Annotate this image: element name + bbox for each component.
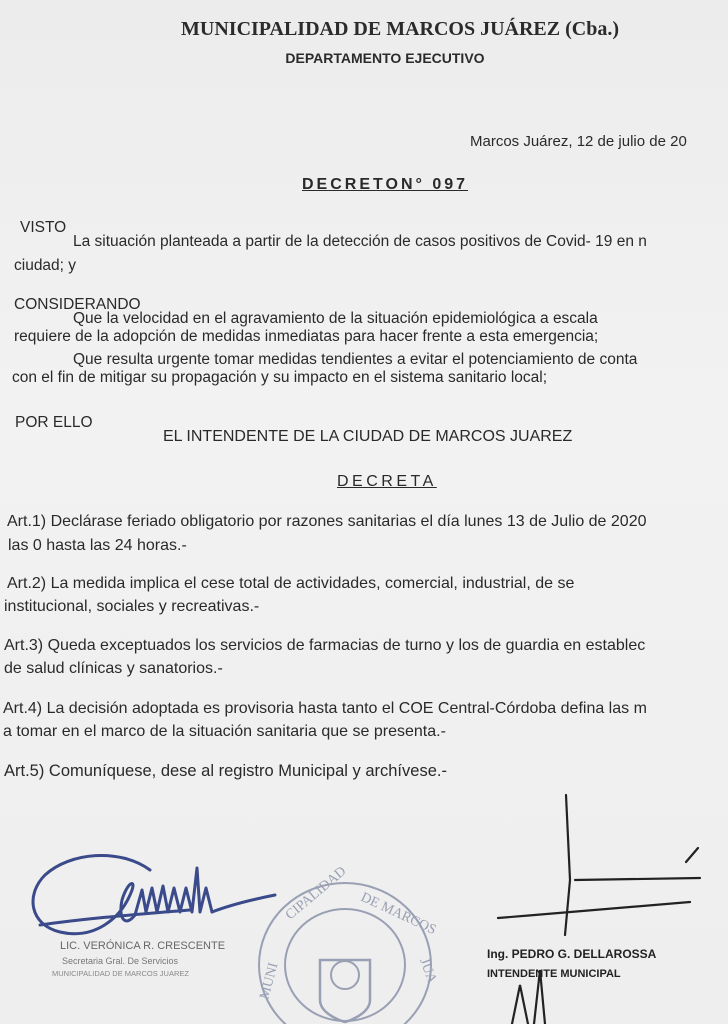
- left-signatory-role: Secretaria Gral. De Servicios: [62, 956, 179, 966]
- considerando-line-3: Que resulta urgente tomar medidas tendientes a evitar el potenciamiento de conta: [73, 351, 638, 368]
- department-header: DEPARTAMENTO EJECUTIVO: [285, 50, 485, 66]
- svg-text:MUNI: MUNI: [257, 961, 282, 1002]
- municipality-header: MUNICIPALIDAD DE MARCOS JUÁREZ (Cba.): [181, 18, 619, 40]
- considerando-line-4: con el fin de mitigar su propagación y su impacto en el sistema sanitario local;: [12, 369, 548, 386]
- right-signatory-name: Ing. PEDRO G. DELLAROSSA: [487, 947, 657, 961]
- considerando-line-1: Que la velocidad en el agravamiento de la situación epidemiológica a escala: [73, 310, 598, 327]
- place-date: Marcos Juárez, 12 de julio de 20: [470, 133, 687, 150]
- right-signature-icon: [498, 795, 700, 1024]
- por-ello: POR ELLO: [15, 414, 93, 431]
- article-1-line-2: las 0 hasta las 24 horas.-: [8, 537, 187, 554]
- decree-title: DECRETON° 097: [302, 176, 469, 193]
- article-2-line-1: Art.2) La medida implica el cese total de actividades, comercial, industrial, de se: [7, 575, 575, 592]
- municipal-stamp-icon: [259, 883, 431, 1024]
- left-signatory-name: LIC. VERÓNICA R. CRESCENTE: [60, 940, 226, 952]
- article-4-line-1: Art.4) La decisión adoptada es provisoria hasta tanto el COE Central-Córdoba defina las m: [3, 700, 647, 717]
- left-signatory-org: MUNICIPALIDAD DE MARCOS JUAREZ: [52, 969, 189, 978]
- svg-text:JUA: JUA: [416, 956, 440, 986]
- considerando-line-2: requiere de la adopción de medidas inmediatas para hacer frente a esta emergencia;: [14, 328, 599, 345]
- article-2-line-2: institucional, sociales y recreativas.-: [4, 598, 260, 615]
- article-5: Art.5) Comuníquese, dese al registro Municipal y archívese.-: [4, 762, 447, 780]
- svg-text:CIPALIDAD: CIPALIDAD: [282, 863, 350, 924]
- left-signature-icon: [33, 855, 275, 933]
- article-3-line-1: Art.3) Queda exceptuados los servicios de farmacias de turno y los de guardia en establec: [4, 637, 646, 654]
- right-signatory-role: INTENDENTE MUNICIPAL: [487, 968, 621, 980]
- article-4-line-2: a tomar en el marco de la situación sanitaria que se presenta.-: [3, 723, 446, 740]
- visto-line-2: ciudad; y: [14, 257, 77, 274]
- visto-line-1: La situación planteada a partir de la detección de casos positivos de Covid- 19 en n: [73, 233, 647, 250]
- intendente-heading: EL INTENDENTE DE LA CIUDAD DE MARCOS JUAREZ: [163, 428, 573, 445]
- stamp-letters: [257, 864, 439, 1001]
- decreta-heading: DECRETA: [337, 473, 437, 490]
- considerando-heading: CONSIDERANDO: [14, 296, 141, 313]
- visto-heading: VISTO: [20, 219, 67, 236]
- svg-text:DE MARCOS: DE MARCOS: [358, 890, 439, 938]
- article-3-line-2: de salud clínicas y sanatorios.-: [4, 660, 223, 677]
- article-1-line-1: Art.1) Declárase feriado obligatorio por razones sanitarias el día lunes 13 de Julio de 2020: [7, 513, 647, 530]
